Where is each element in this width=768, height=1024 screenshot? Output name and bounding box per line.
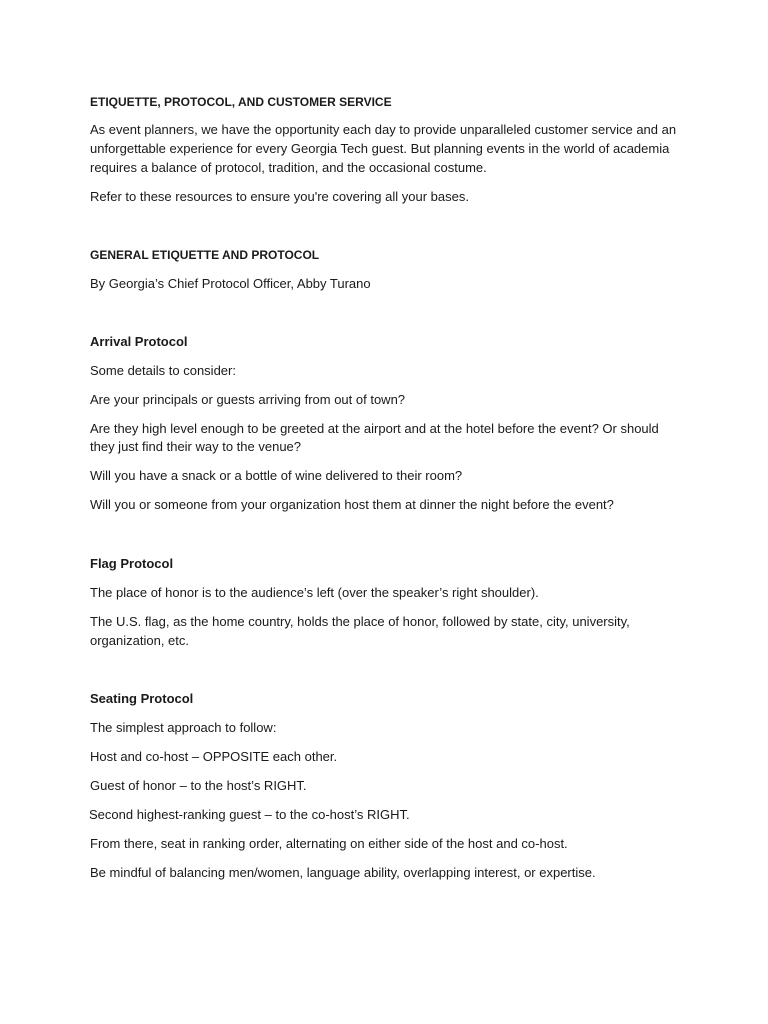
flag-paragraph-2-line-1: The U.S. flag, as the home country, holds the place of honor, followed by state, city, university, xyxy=(90,614,630,629)
seating-rule-3: Second highest-ranking guest – to the co-host’s RIGHT. xyxy=(89,807,410,822)
seating-rule-1: Host and co-host – OPPOSITE each other. xyxy=(90,749,338,764)
flag-paragraph-2-line-2: organization, etc. xyxy=(90,633,190,648)
arrival-question-4: Will you or someone from your organization host them at dinner the night before the event? xyxy=(90,497,614,512)
intro-paragraph-line-2: unforgettable experience for every Georgia Tech guest. But planning events in the world of academia xyxy=(90,141,670,156)
main-title: ETIQUETTE, PROTOCOL, AND CUSTOMER SERVICE xyxy=(90,95,392,109)
arrival-question-3: Will you have a snack or a bottle of wine delivered to their room? xyxy=(90,468,463,483)
arrival-heading: Arrival Protocol xyxy=(90,334,188,349)
arrival-question-1: Are your principals or guests arriving from out of town? xyxy=(90,392,406,407)
seating-rule-5: Be mindful of balancing men/women, language ability, overlapping interest, or expertise. xyxy=(90,865,596,880)
arrival-question-2-line-2: they just find their way to the venue? xyxy=(90,439,302,454)
arrival-question-2-line-1: Are they high level enough to be greeted at the airport and at the hotel before the event? Or should xyxy=(90,421,659,436)
section-title: GENERAL ETIQUETTE AND PROTOCOL xyxy=(90,248,320,262)
flag-heading: Flag Protocol xyxy=(90,556,174,571)
intro-paragraph-line-3: requires a balance of protocol, tradition, and the occasional costume. xyxy=(90,160,487,175)
arrival-intro: Some details to consider: xyxy=(90,363,236,378)
intro-paragraph-line-1: As event planners, we have the opportunity each day to provide unparalleled customer service and an xyxy=(90,122,677,137)
seating-heading: Seating Protocol xyxy=(90,691,194,706)
seating-rule-4: From there, seat in ranking order, alternating on either side of the host and co-host. xyxy=(90,836,568,851)
resources-note: Refer to these resources to ensure you're covering all your bases. xyxy=(90,189,469,204)
seating-rule-2: Guest of honor – to the host’s RIGHT. xyxy=(90,778,307,793)
seating-intro: The simplest approach to follow: xyxy=(90,720,277,735)
flag-paragraph-1: The place of honor is to the audience’s left (over the speaker’s right shoulder). xyxy=(90,585,539,600)
byline: By Georgia’s Chief Protocol Officer, Abby Turano xyxy=(90,276,371,291)
